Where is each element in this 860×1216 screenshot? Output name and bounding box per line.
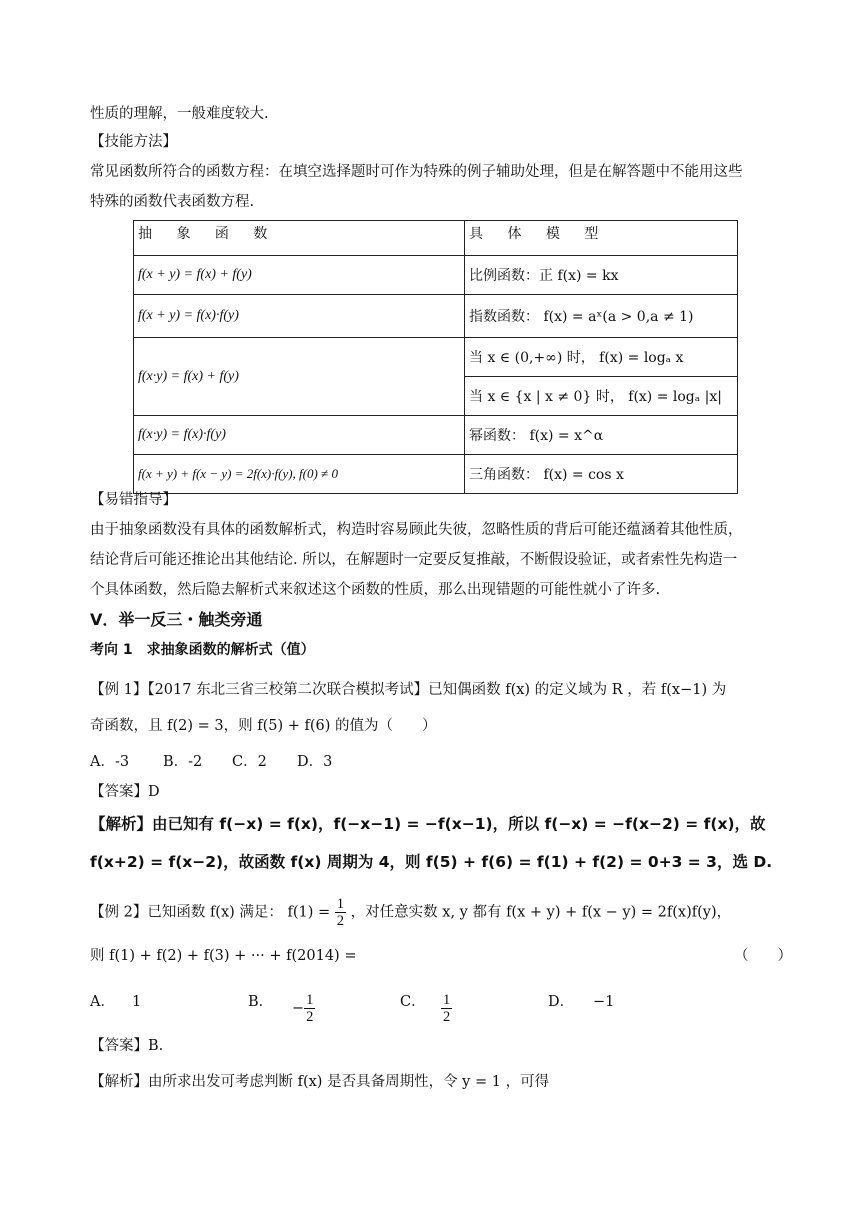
example-2-line-1-start: 【例 2】已知函数 f(x) 满足： f(1) = (90, 904, 331, 921)
table-cell-model: 当 x ∈ {x | x ≠ 0} 时， f(x) = logₐ |x| (465, 377, 738, 416)
fraction-one-half (335, 896, 346, 929)
example-2-answer: 【答案】B. (90, 1038, 164, 1054)
example-2-paren: （ ） (734, 948, 792, 964)
table-cell-equation: f(x·y) = f(x) + f(y) (134, 338, 465, 416)
table-cell-model: 幂函数： f(x) = x^α (465, 416, 738, 455)
errors-text-line-2: 结论背后可能还推论出其他结论. 所以，在解题时一定要反复推敲，不断假设验证，或者索性先构造一 (90, 552, 738, 568)
errors-text-line-1: 由于抽象函数没有具体的函数解析式，构造时容易顾此失彼，忽略性质的背后可能还蕴涵着其他性质， (90, 522, 743, 538)
choice-a-value: 1 (132, 994, 142, 1010)
choice-d-value: −1 (593, 994, 615, 1010)
table-header-model: 具 体 模 型 (465, 221, 738, 256)
choice-c-label: C． (400, 994, 426, 1010)
table-cell-equation: f(x + y) + f(x − y) = 2f(x)·f(y), f(0) ≠ 0 (134, 455, 465, 494)
example-1-analysis-line-2: f(x+2) = f(x−2)，故函数 f(x) 周期为 4，则 f(5) + f(6) = f(1) + f(2) = 0+3 = 3，选 D. (90, 853, 773, 871)
table-header-abstract: 抽 象 函 数 (134, 221, 465, 256)
fraction-numerator: 1 (336, 896, 345, 912)
errors-text-line-3: 个具体函数，然后隐去解析式来叙述这个函数的性质，那么出现错题的可能性就小了许多. (90, 582, 661, 598)
example-2-line-1 (90, 896, 731, 929)
table-cell-model: 当 x ∈ (0,+∞) 时， f(x) = logₐ x (465, 338, 738, 377)
table-cell-equation: f(x·y) = f(x)·f(y) (134, 416, 465, 455)
choice-a-label: A． (90, 994, 115, 1010)
table-header-row (134, 221, 738, 256)
table-cell-model: 三角函数： f(x) = cos x (465, 455, 738, 494)
example-1-line-1: 【例 1】【2017 东北三省三校第二次联合模拟考试】已知偶函数 f(x) 的定义域为 R ，若 f(x−1) 为 (90, 682, 727, 698)
fraction-denominator: 2 (306, 1009, 314, 1025)
intro-tail-text: 性质的理解，一般难度较大. (90, 106, 269, 122)
choice-a: A．-3 (90, 754, 130, 770)
fraction-numerator: 1 (443, 992, 451, 1008)
choice-b-fraction (304, 992, 315, 1025)
table-row (134, 455, 738, 494)
table-cell-equation: f(x + y) = f(x)·f(y) (134, 295, 465, 338)
table-row (134, 295, 738, 338)
table-row (134, 338, 738, 377)
choice-b-value (292, 992, 315, 1025)
skills-text-line-1: 常见函数所符合的函数方程：在填空选择题时可作为特殊的例子辅助处理，但是在解答题中不能用这些 (90, 164, 743, 180)
fraction-denominator: 2 (443, 1009, 451, 1025)
skills-heading: 【技能方法】 (90, 134, 177, 150)
fraction-numerator: 1 (306, 992, 314, 1008)
choice-d-label: D． (548, 994, 575, 1010)
table-cell-model: 比例函数：正 f(x) = kx (465, 256, 738, 295)
table-row (134, 256, 738, 295)
table-row (134, 416, 738, 455)
fraction-denominator: 2 (336, 913, 345, 929)
errors-heading: 【易错指导】 (90, 492, 177, 508)
skills-text-line-2: 特殊的函数代表函数方程. (90, 194, 255, 210)
example-2-line-1-end: ，对任意实数 x, y 都有 f(x + y) + f(x − y) = 2f(x)f(y)， (350, 904, 732, 921)
choice-c-value (441, 992, 452, 1025)
section-title: V．举一反三・触类旁通 (90, 610, 263, 629)
example-1-answer: 【答案】D (90, 784, 160, 800)
choice-b: B．-2 (163, 754, 203, 770)
example-2-line-2: 则 f(1) + f(2) + f(3) + ··· + f(2014) = (90, 948, 357, 964)
example-2-analysis: 【解析】由所求出发可考虑判断 f(x) 是否具备周期性，令 y = 1 ，可得 (90, 1074, 550, 1090)
function-model-table (133, 220, 738, 494)
example-1-line-2: 奇函数，且 f(2) = 3，则 f(5) + f(6) 的值为（ ） (90, 718, 437, 734)
table-cell-model: 指数函数： f(x) = aˣ(a > 0,a ≠ 1) (465, 295, 738, 338)
example-1-analysis-line-1: 【解析】由已知有 f(−x) = f(x)，f(−x−1) = −f(x−1)，所以 f(−x) = −f(x−2) = f(x)，故 (90, 815, 766, 833)
table-cell-equation: f(x + y) = f(x) + f(y) (134, 256, 465, 295)
topic-title: 考向 1 求抽象函数的解析式（值） (90, 642, 315, 658)
choice-c-fraction (441, 992, 452, 1025)
choice-b-sign: − (292, 1000, 305, 1017)
choice-b-label: B． (248, 994, 274, 1010)
choice-d: D．3 (297, 754, 333, 770)
choice-c: C．2 (232, 754, 267, 770)
